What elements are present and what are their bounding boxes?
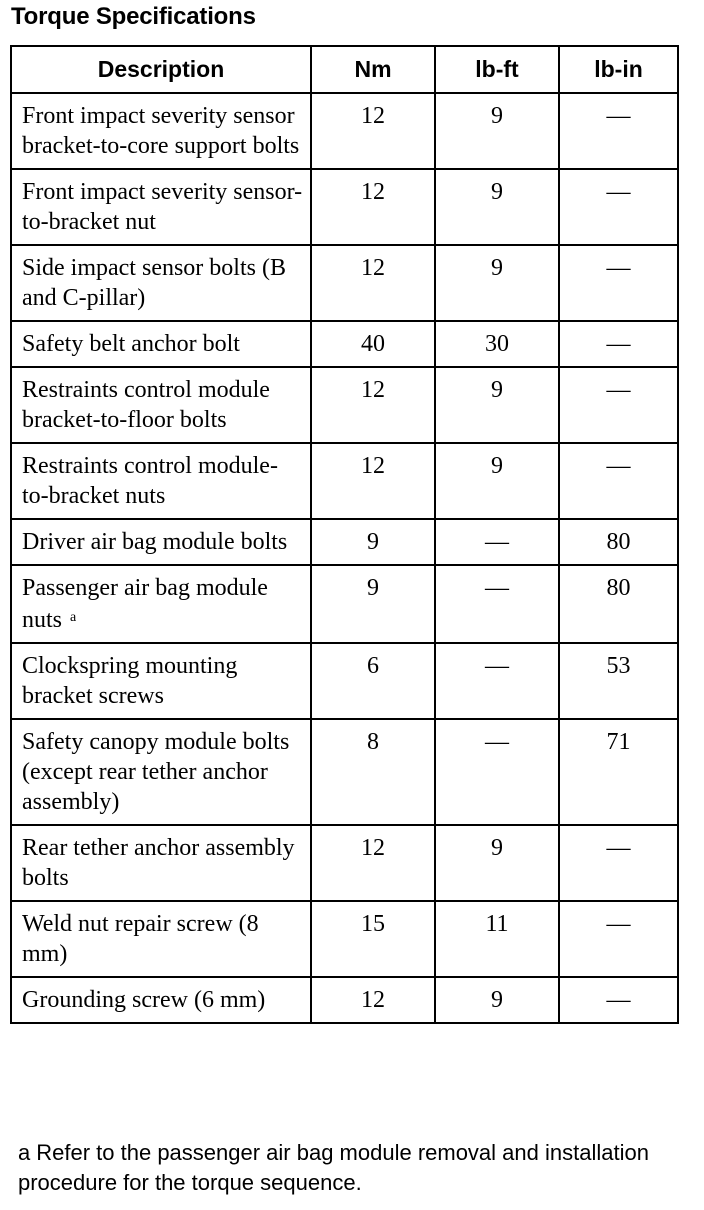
cell-description: [11, 321, 311, 367]
cell-nm: 12: [311, 825, 435, 901]
cell-lb-ft: —: [435, 643, 559, 719]
description-text: Driver air bag module bolts: [22, 529, 288, 555]
page-title: Torque Specifications: [11, 3, 256, 30]
cell-lb-in: —: [559, 169, 678, 245]
cell-description: [11, 643, 311, 719]
cell-lb-in: —: [559, 321, 678, 367]
cell-description: [11, 443, 311, 519]
cell-lb-ft: —: [435, 719, 559, 825]
table-row: [11, 443, 678, 519]
table-row: [11, 245, 678, 321]
cell-description: [11, 93, 311, 169]
description-text: Front impact severity sensor-to-bracket nut: [22, 179, 303, 235]
description-text: Restraints control module-to-bracket nuts: [22, 453, 278, 509]
cell-nm: 9: [311, 519, 435, 565]
table-row: [11, 825, 678, 901]
cell-description: [11, 169, 311, 245]
table-row: [11, 977, 678, 1023]
cell-lb-ft: 30: [435, 321, 559, 367]
description-text: Grounding screw (6 mm): [22, 987, 266, 1013]
table-row: [11, 565, 678, 643]
cell-nm: 12: [311, 169, 435, 245]
cell-lb-ft: 9: [435, 443, 559, 519]
cell-description: [11, 825, 311, 901]
cell-nm: 12: [311, 245, 435, 321]
cell-description: [11, 565, 311, 643]
cell-lb-in: —: [559, 367, 678, 443]
cell-description: [11, 245, 311, 321]
cell-lb-ft: 9: [435, 93, 559, 169]
cell-nm: 15: [311, 901, 435, 977]
cell-lb-ft: 9: [435, 169, 559, 245]
footnote-marker: a: [70, 610, 77, 625]
cell-nm: 12: [311, 93, 435, 169]
cell-lb-in: 80: [559, 519, 678, 565]
cell-lb-in: —: [559, 901, 678, 977]
description-text: Safety canopy module bolts (except rear tether anchor assembly): [22, 729, 290, 815]
cell-description: [11, 519, 311, 565]
description-text: Passenger air bag module nuts: [22, 575, 268, 633]
cell-description: [11, 977, 311, 1023]
cell-lb-in: 80: [559, 565, 678, 643]
column-header-nm: Nm: [311, 46, 435, 93]
description-text: Safety belt anchor bolt: [22, 331, 240, 357]
cell-lb-ft: 11: [435, 901, 559, 977]
cell-nm: 12: [311, 977, 435, 1023]
cell-lb-ft: 9: [435, 245, 559, 321]
footnote: [18, 1138, 678, 1198]
cell-nm: 9: [311, 565, 435, 643]
column-header-lb-in: lb-in: [559, 46, 678, 93]
table-row: [11, 519, 678, 565]
description-text: Rear tether anchor assembly bolts: [22, 835, 295, 891]
cell-lb-in: 53: [559, 643, 678, 719]
cell-lb-ft: —: [435, 519, 559, 565]
table-header-row: [11, 46, 678, 93]
cell-nm: 12: [311, 443, 435, 519]
cell-nm: 8: [311, 719, 435, 825]
cell-lb-in: —: [559, 825, 678, 901]
footnote-text: Refer to the passenger air bag module removal and installation procedure for the torque sequence.: [18, 1140, 649, 1195]
table-row: [11, 367, 678, 443]
table-row: [11, 93, 678, 169]
cell-lb-in: —: [559, 443, 678, 519]
description-text: Weld nut repair screw (8 mm): [22, 911, 259, 967]
table-row: [11, 719, 678, 825]
description-text: Front impact severity sensor bracket-to-core support bolts: [22, 103, 300, 159]
cell-description: [11, 719, 311, 825]
cell-lb-in: —: [559, 93, 678, 169]
footnote-letter: a: [18, 1140, 31, 1165]
cell-description: [11, 367, 311, 443]
cell-nm: 40: [311, 321, 435, 367]
cell-lb-ft: 9: [435, 825, 559, 901]
description-text: Side impact sensor bolts (B and C-pillar): [22, 255, 286, 311]
table-row: [11, 643, 678, 719]
cell-lb-ft: 9: [435, 977, 559, 1023]
table-row: [11, 901, 678, 977]
column-header-lb-ft: lb-ft: [435, 46, 559, 93]
table-body: [11, 93, 678, 1023]
cell-lb-in: 71: [559, 719, 678, 825]
cell-nm: 12: [311, 367, 435, 443]
cell-lb-ft: —: [435, 565, 559, 643]
description-text: Clockspring mounting bracket screws: [22, 653, 238, 709]
table-row: [11, 169, 678, 245]
description-text: Restraints control module bracket-to-floor bolts: [22, 377, 270, 433]
cell-description: [11, 901, 311, 977]
cell-lb-ft: 9: [435, 367, 559, 443]
cell-lb-in: —: [559, 245, 678, 321]
torque-spec-table: [10, 45, 679, 1024]
cell-lb-in: —: [559, 977, 678, 1023]
cell-nm: 6: [311, 643, 435, 719]
table-row: [11, 321, 678, 367]
column-header-description: Description: [11, 46, 311, 93]
